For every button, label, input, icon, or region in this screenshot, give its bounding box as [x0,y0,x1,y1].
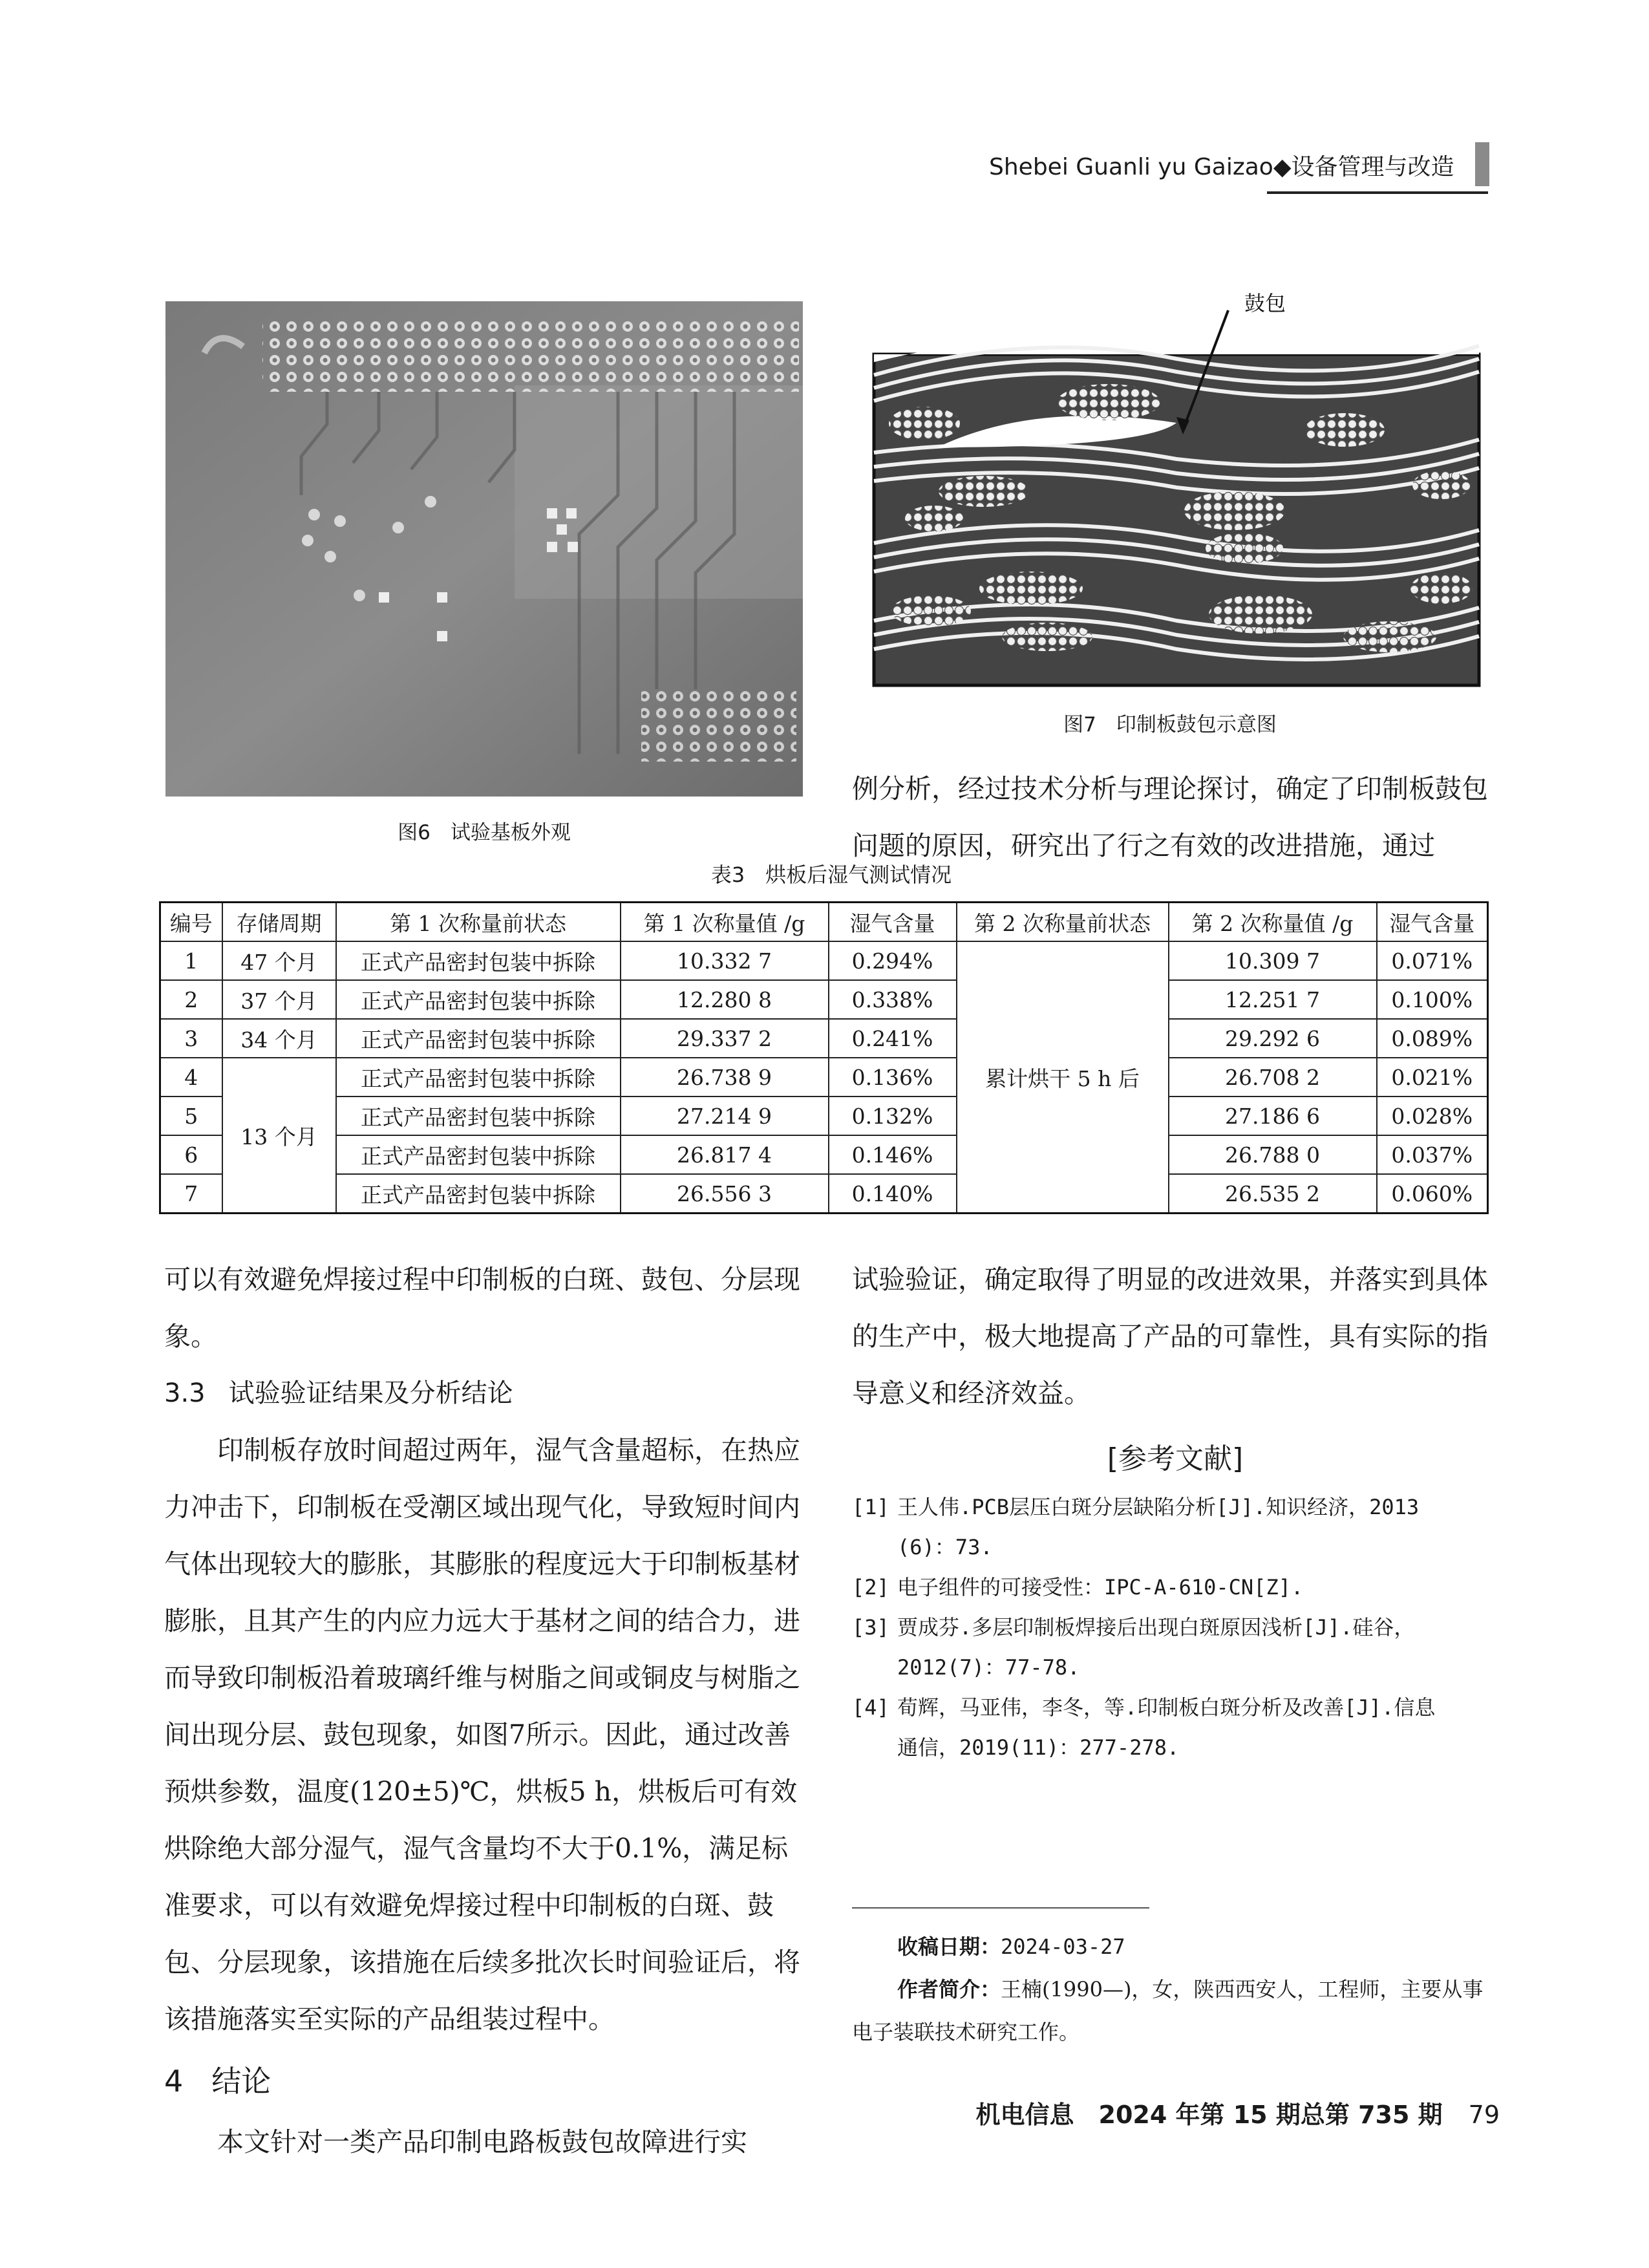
footnote-rule [852,1907,1149,1909]
reference-text: 王人伟.PCB层压白斑分层缺陷分析[J].知识经济，2013 [897,1495,1420,1519]
page-number: 79 [1468,2101,1500,2129]
reference-continuation: (6)：73. [897,1535,993,1559]
cell-no: 2 [160,980,222,1019]
cell-moisture1: 0.241% [829,1019,957,1058]
received-label: 收稿日期： [897,1934,1001,1959]
table-row [160,1174,1488,1214]
footnote [852,1925,1498,2053]
cell-moisture2: 0.021% [1377,1058,1488,1097]
cell-weight2: 26.535 2 [1169,1174,1377,1214]
figure-7-image [840,284,1500,698]
left-paragraph-3: 本文针对一类产品印制电路板鼓包故障进行实 [217,2126,747,2157]
reference-tag: [2] [852,1575,889,1599]
cell-state2-merged: 累计烘干 5 h 后 [957,941,1169,1214]
cell-moisture2: 0.089% [1377,1019,1488,1058]
header-state1: 第 1 次称量前状态 [336,903,621,942]
cell-weight1: 12.280 8 [621,980,829,1019]
header-bar [1475,142,1489,186]
cell-state1: 正式产品密封包装中拆除 [336,1174,621,1214]
cell-weight2: 10.309 7 [1169,941,1377,980]
received-date: 2024-03-27 [1001,1934,1125,1959]
cell-moisture2: 0.037% [1377,1135,1488,1174]
reference-text: 荀辉，马亚伟，李冬，等.印制板白斑分析及改善[J].信息 [897,1695,1436,1720]
header-moisture2: 湿气含量 [1377,903,1488,942]
reference-text: 电子组件的可接受性：IPC-A-610-CN[Z]. [897,1575,1304,1599]
cell-state1: 正式产品密封包装中拆除 [336,980,621,1019]
references-heading: [参考文献] [1107,1442,1244,1475]
figure-6-image [165,301,803,797]
cell-moisture1: 0.338% [829,980,957,1019]
reference-item [852,1607,1505,1687]
table-3 [159,901,1489,1214]
section-3-3-number: 3.3 [164,1378,206,1408]
reference-item [852,1687,1505,1768]
header-moisture1: 湿气含量 [829,903,957,942]
reference-text: 贾成芬.多层印制板焊接后出现白斑原因浅析[J].硅谷， [897,1615,1415,1640]
cell-weight2: 26.788 0 [1169,1135,1377,1174]
section-3-3-title: 试验验证结果及分析结论 [228,1378,513,1408]
cell-moisture1: 0.136% [829,1058,957,1097]
reference-continuation: 2012(7)：77-78. [897,1655,1080,1680]
section-4-title: 结论 [211,2064,271,2099]
table-row [160,1097,1488,1135]
cell-weight2: 27.186 6 [1169,1097,1377,1135]
footer-journal: 机电信息 2024 年第 15 期总第 735 期 [975,2101,1443,2129]
author-text: 王楠(1990—)，女，陕西西安人，工程师，主要从事电子装联技术研究工作。 [852,1977,1484,2044]
section-3-3-heading [164,1365,811,1422]
figure-6-caption: 图6 试验基板外观 [398,821,571,844]
reference-tag: [1] [852,1495,889,1519]
reference-tag: [4] [852,1695,889,1720]
reference-continuation: 通信，2019(11)：277-278. [897,1735,1180,1760]
cell-state1: 正式产品密封包装中拆除 [336,1097,621,1135]
table-row [160,1135,1488,1174]
header-period: 存储周期 [222,903,336,942]
cell-no: 6 [160,1135,222,1174]
left-column [164,1251,811,2170]
cell-weight1: 27.214 9 [621,1097,829,1135]
reference-item [852,1567,1505,1607]
right-top-text: 例分析，经过技术分析与理论探讨，确定了印制板鼓包问题的原因，研究出了行之有效的改进措施，通过 [852,773,1488,861]
author-label: 作者简介： [897,1977,1001,2002]
cell-weight1: 29.337 2 [621,1019,829,1058]
figure-7-caption: 图7 印制板鼓包示意图 [1063,713,1277,736]
references-list [852,1487,1505,1768]
cell-no: 1 [160,941,222,980]
cell-state1: 正式产品密封包装中拆除 [336,941,621,980]
header-no: 编号 [160,903,222,942]
cell-state1: 正式产品密封包装中拆除 [336,1058,621,1097]
cell-no: 3 [160,1019,222,1058]
section-4-heading [164,2049,811,2113]
table-row [160,1019,1488,1058]
right-column [852,1251,1498,1422]
cell-period: 34 个月 [222,1019,336,1058]
running-header [989,149,1454,182]
cell-moisture1: 0.132% [829,1097,957,1135]
cell-weight1: 26.817 4 [621,1135,829,1174]
cell-state1: 正式产品密封包装中拆除 [336,1135,621,1174]
table-3-title: 表3 烘板后湿气测试情况 [710,862,952,887]
table-3-wrap [159,901,1489,1214]
cell-no: 7 [160,1174,222,1214]
left-paragraph-2: 印制板存放时间超过两年，湿气含量超标，在热应力冲击下，印制板在受潮区域出现气化，导致短时间内气体出现较大的膨胀，其膨胀的程度远大于印制板基材膨胀，且其产生的内应力远大于基材之间的结合力，进而导致印制板沿着玻璃纤维与树脂之间或铜皮与树脂之间出现分层、鼓包现象，如图7所示。因此，通过改善预烘参数，温度(120±5)℃，烘板5 h，烘板后可有效烘除绝大部分湿气，湿气含量均不大于0.1%，满足标准要求，可以有效避免焊接过程中印制板的白斑、鼓包、分层现象，该措施在后续多批次长时间验证后，将该措施落实至实际的产品组装过程中。 [164,1435,800,2035]
figure-6-photo [165,301,803,797]
cell-period-merged: 13 个月 [222,1058,336,1214]
reference-tag: [3] [852,1615,889,1640]
table-row [160,1058,1488,1097]
bubble-annotation: 鼓包 [1244,291,1286,316]
cell-weight2: 26.708 2 [1169,1058,1377,1097]
cell-weight1: 26.556 3 [621,1174,829,1214]
header-rule [1267,191,1488,194]
cell-moisture2: 0.028% [1377,1097,1488,1135]
header-weight2: 第 2 次称量值 /g [1169,903,1377,942]
cell-moisture2: 0.100% [1377,980,1488,1019]
left-paragraph-1: 可以有效避免焊接过程中印制板的白斑、鼓包、分层现象。 [164,1264,800,1352]
cell-period: 37 个月 [222,980,336,1019]
cell-weight1: 10.332 7 [621,941,829,980]
table-header-row [160,903,1488,942]
table-row [160,980,1488,1019]
diamond-icon: ◆ [1273,154,1292,180]
journal-pinyin: Shebei Guanli yu Gaizao [989,154,1273,180]
section-4-number: 4 [164,2064,184,2099]
header-state2: 第 2 次称量前状态 [957,903,1169,942]
cell-moisture1: 0.294% [829,941,957,980]
received-line [852,1925,1498,1968]
cell-period: 47 个月 [222,941,336,980]
page-footer [840,2095,1500,2130]
cell-weight2: 29.292 6 [1169,1019,1377,1058]
reference-item [852,1487,1505,1567]
author-bio [852,1968,1498,2053]
cell-moisture1: 0.140% [829,1174,957,1214]
right-paragraph-1: 试验验证，确定取得了明显的改进效果，并落实到具体的生产中，极大地提高了产品的可靠性，具有实际的指导意义和经济效益。 [852,1264,1488,1409]
cell-weight1: 26.738 9 [621,1058,829,1097]
cell-moisture1: 0.146% [829,1135,957,1174]
cell-no: 5 [160,1097,222,1135]
cell-moisture2: 0.060% [1377,1174,1488,1214]
table-row [160,941,1488,980]
cell-moisture2: 0.071% [1377,941,1488,980]
cell-state1: 正式产品密封包装中拆除 [336,1019,621,1058]
cell-no: 4 [160,1058,222,1097]
right-top-paragraph [852,760,1498,874]
header-weight1: 第 1 次称量值 /g [621,903,829,942]
figure-7-diagram [840,284,1500,698]
column-name: 设备管理与改造 [1291,154,1454,180]
cell-weight2: 12.251 7 [1169,980,1377,1019]
